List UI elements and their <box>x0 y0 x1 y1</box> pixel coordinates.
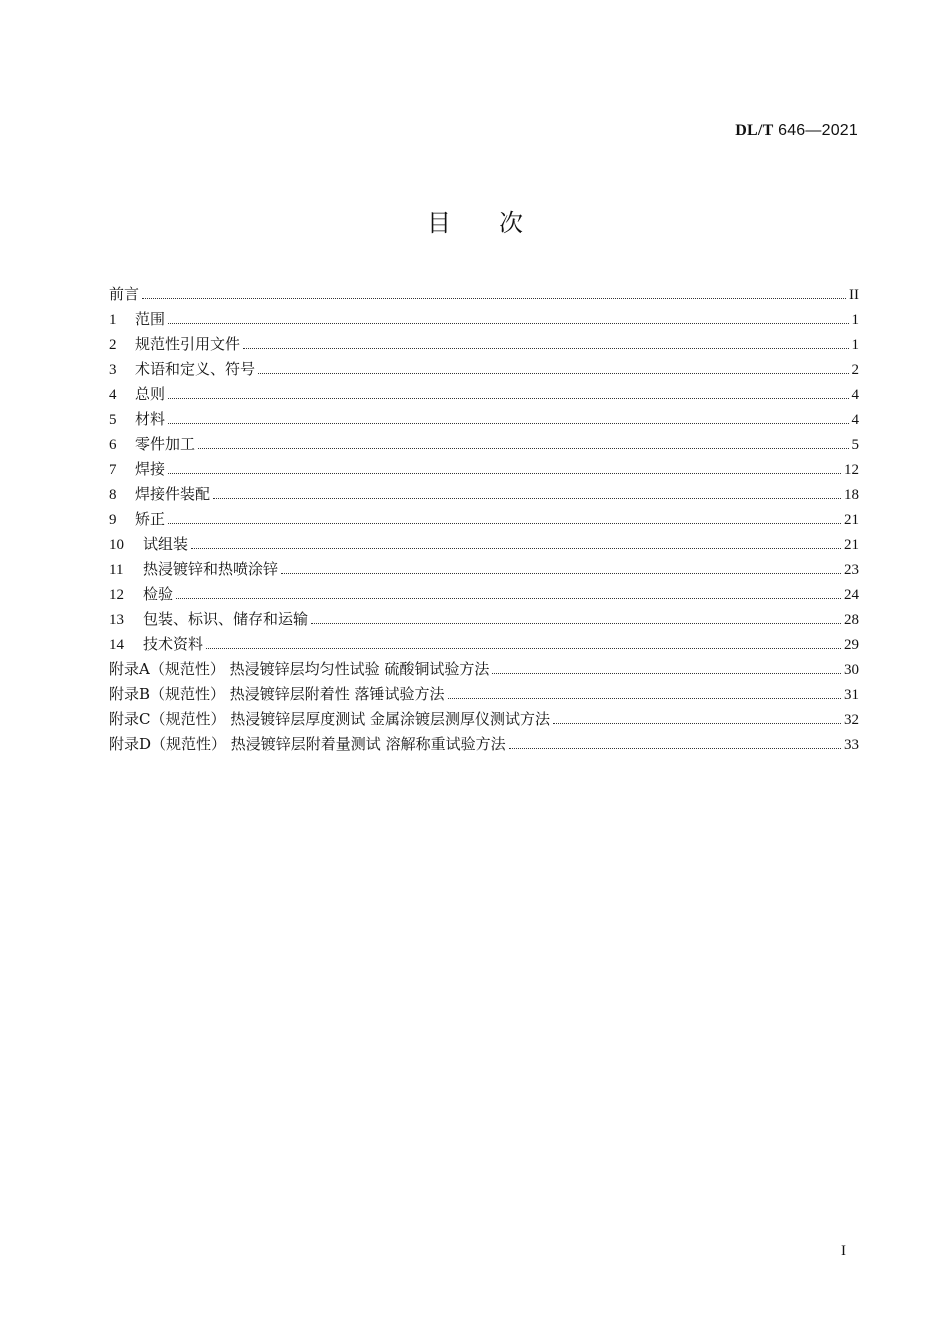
document-code-number: 646—2021 <box>778 122 858 139</box>
toc-entry-label: 焊接 <box>135 460 166 478</box>
toc-entry-number: 11 <box>109 562 124 578</box>
toc-entry-number: 8 <box>109 487 117 503</box>
toc-entry[interactable] <box>109 407 859 432</box>
toc-leader-dots <box>168 472 841 474</box>
toc-leader-dots <box>553 722 841 724</box>
toc-leader-dots <box>176 597 841 599</box>
toc-entry-page: 21 <box>844 537 859 553</box>
page-number: I <box>841 1243 846 1259</box>
table-of-contents <box>109 282 859 757</box>
toc-entry-label: 附录A（规范性） 热浸镀锌层均匀性试验 硫酸铜试验方法 <box>109 660 490 678</box>
toc-entry[interactable] <box>109 382 859 407</box>
toc-entry-page: 30 <box>844 662 859 678</box>
toc-entry[interactable] <box>109 707 859 732</box>
toc-entry-label: 包装、标识、储存和运输 <box>143 610 309 628</box>
toc-entry-page: 32 <box>844 712 859 728</box>
toc-entry-page: 4 <box>851 387 859 403</box>
toc-leader-dots <box>243 347 848 349</box>
toc-entry-number: 13 <box>109 612 124 628</box>
toc-entry-number: 12 <box>109 587 124 603</box>
toc-entry[interactable] <box>109 532 859 557</box>
toc-entry-page: II <box>849 287 859 303</box>
toc-leader-dots <box>191 547 841 549</box>
toc-leader-dots <box>311 622 841 624</box>
toc-leader-dots <box>168 422 848 424</box>
toc-entry-page: 18 <box>844 487 859 503</box>
toc-entry-page: 1 <box>851 312 859 328</box>
toc-entry[interactable] <box>109 632 859 657</box>
toc-leader-dots <box>509 747 841 749</box>
document-code <box>735 122 858 140</box>
toc-leader-dots <box>492 672 841 674</box>
toc-leader-dots <box>213 497 841 499</box>
toc-entry-label: 焊接件装配 <box>135 485 211 503</box>
toc-entry-label: 热浸镀锌和热喷涂锌 <box>143 560 279 578</box>
toc-entry-number: 4 <box>109 387 117 403</box>
toc-entry-number: 6 <box>109 437 117 453</box>
toc-entry-number: 1 <box>109 312 117 328</box>
toc-leader-dots <box>448 697 841 699</box>
toc-leader-dots <box>258 372 848 374</box>
toc-entry-page: 23 <box>844 562 859 578</box>
toc-entry-label: 附录D（规范性） 热浸镀锌层附着量测试 溶解称重试验方法 <box>109 735 506 753</box>
toc-leader-dots <box>168 397 848 399</box>
toc-entry-label: 附录B（规范性） 热浸镀锌层附着性 落锤试验方法 <box>109 685 445 703</box>
toc-entry[interactable] <box>109 507 859 532</box>
toc-leader-dots <box>281 572 841 574</box>
toc-entry[interactable] <box>109 682 859 707</box>
toc-entry-label: 材料 <box>135 410 166 428</box>
toc-entry-label: 试组装 <box>143 535 189 553</box>
toc-entry-label: 零件加工 <box>135 435 196 453</box>
toc-entry-label: 范围 <box>135 310 166 328</box>
toc-entry-page: 29 <box>844 637 859 653</box>
toc-entry[interactable] <box>109 282 859 307</box>
toc-entry-number: 9 <box>109 512 117 528</box>
toc-entry[interactable] <box>109 557 859 582</box>
toc-entry-label: 规范性引用文件 <box>135 335 241 353</box>
toc-entry-number: 5 <box>109 412 117 428</box>
toc-entry[interactable] <box>109 357 859 382</box>
toc-leader-dots <box>142 297 846 299</box>
toc-entry-label: 矫正 <box>135 510 166 528</box>
toc-entry-label: 术语和定义、符号 <box>135 360 256 378</box>
toc-entry[interactable] <box>109 657 859 682</box>
toc-leader-dots <box>206 647 841 649</box>
toc-entry-page: 12 <box>844 462 859 478</box>
toc-entry-number: 2 <box>109 337 117 353</box>
toc-entry-number: 10 <box>109 537 124 553</box>
toc-leader-dots <box>168 322 848 324</box>
document-code-prefix: DL/T <box>735 122 774 139</box>
toc-entry-page: 31 <box>844 687 859 703</box>
toc-entry-label: 检验 <box>143 585 174 603</box>
toc-entry-page: 24 <box>844 587 859 603</box>
toc-entry-page: 4 <box>851 412 859 428</box>
toc-entry[interactable] <box>109 482 859 507</box>
toc-entry[interactable] <box>109 307 859 332</box>
toc-entry-label: 前言 <box>109 285 140 303</box>
toc-entry-page: 5 <box>851 437 859 453</box>
toc-leader-dots <box>198 447 848 449</box>
toc-entry-page: 21 <box>844 512 859 528</box>
toc-entry[interactable] <box>109 432 859 457</box>
toc-entry[interactable] <box>109 457 859 482</box>
toc-entry-page: 33 <box>844 737 859 753</box>
toc-entry-page: 1 <box>851 337 859 353</box>
toc-entry-label: 总则 <box>135 385 166 403</box>
toc-entry[interactable] <box>109 332 859 357</box>
toc-entry-label: 附录C（规范性） 热浸镀锌层厚度测试 金属涂镀层测厚仪测试方法 <box>109 710 551 728</box>
toc-entry-label: 技术资料 <box>143 635 204 653</box>
toc-leader-dots <box>168 522 841 524</box>
toc-entry-page: 28 <box>844 612 859 628</box>
toc-entry-number: 7 <box>109 462 117 478</box>
toc-entry[interactable] <box>109 582 859 607</box>
toc-entry[interactable] <box>109 607 859 632</box>
toc-entry[interactable] <box>109 732 859 757</box>
page-title: 目次 <box>427 209 571 237</box>
toc-entry-page: 2 <box>851 362 859 378</box>
toc-entry-number: 3 <box>109 362 117 378</box>
toc-entry-number: 14 <box>109 637 124 653</box>
